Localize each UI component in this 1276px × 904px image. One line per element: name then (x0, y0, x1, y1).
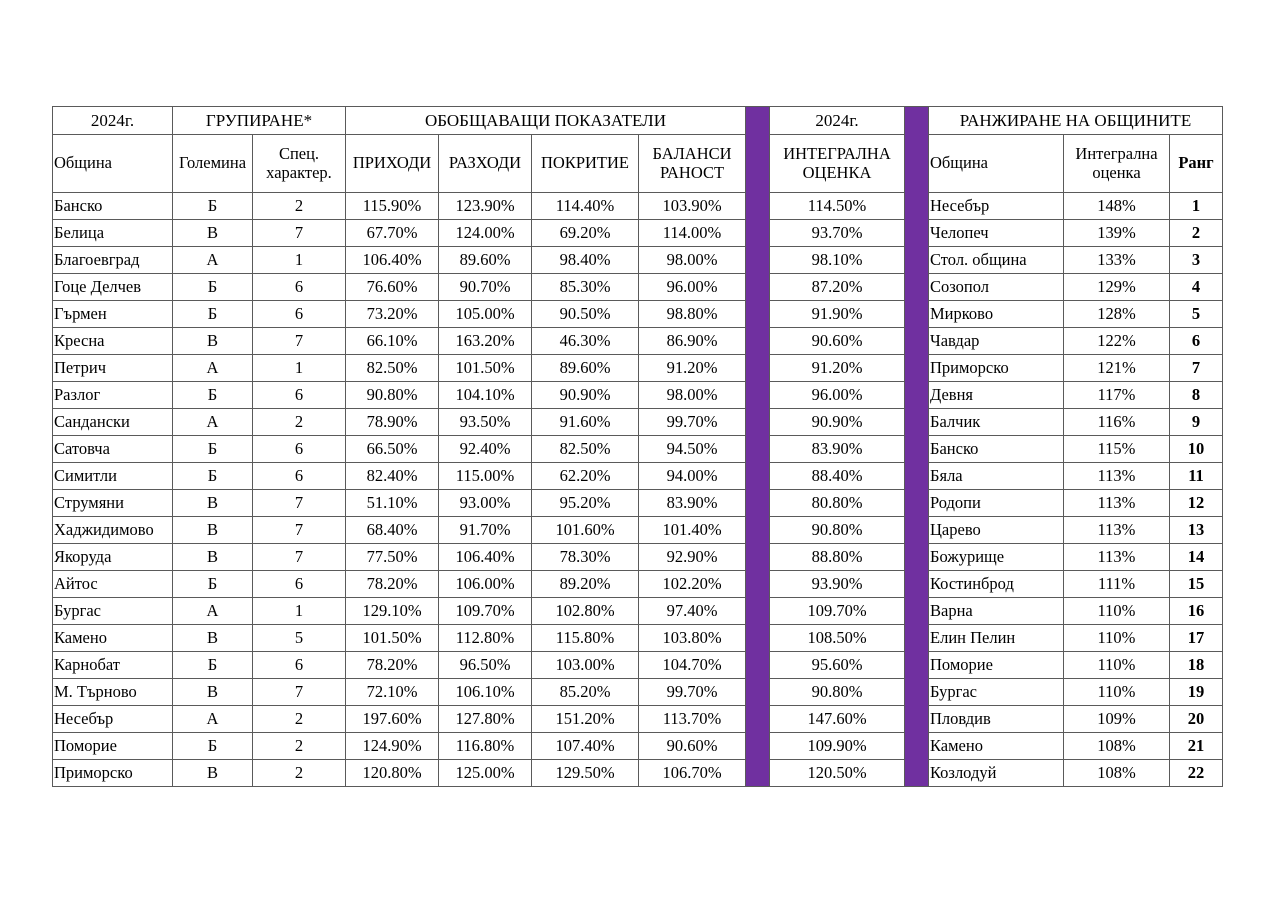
cell-revenue: 106.40% (346, 247, 439, 274)
cell-rank: 10 (1170, 436, 1223, 463)
table-row (53, 706, 1223, 733)
cell-expenses: 125.00% (439, 760, 532, 787)
cell-spec: 2 (253, 733, 346, 760)
cell-spec: 2 (253, 409, 346, 436)
cell-spec: 2 (253, 193, 346, 220)
cell-revenue: 68.40% (346, 517, 439, 544)
cell-rank-score: 128% (1064, 301, 1170, 328)
cell-coverage: 102.80% (532, 598, 639, 625)
table-row (53, 760, 1223, 787)
cell-rank: 6 (1170, 328, 1223, 355)
cell-balance: 102.20% (639, 571, 746, 598)
cell-rank: 11 (1170, 463, 1223, 490)
cell-spec: 7 (253, 679, 346, 706)
cell-expenses: 127.80% (439, 706, 532, 733)
cell-rank-score: 111% (1064, 571, 1170, 598)
cell-size: В (173, 328, 253, 355)
cell-spec: 6 (253, 301, 346, 328)
cell-balance: 94.00% (639, 463, 746, 490)
cell-rank: 18 (1170, 652, 1223, 679)
cell-balance: 86.90% (639, 328, 746, 355)
table-row (53, 328, 1223, 355)
table-body (53, 107, 1223, 787)
cell-spec: 2 (253, 706, 346, 733)
cell-coverage: 103.00% (532, 652, 639, 679)
cell-spec: 7 (253, 490, 346, 517)
cell-revenue: 77.50% (346, 544, 439, 571)
cell-expenses: 106.10% (439, 679, 532, 706)
cell-coverage: 78.30% (532, 544, 639, 571)
cell-rank-score: 110% (1064, 598, 1170, 625)
cell-spec: 7 (253, 220, 346, 247)
cell-revenue: 72.10% (346, 679, 439, 706)
table-row (53, 733, 1223, 760)
cell-rank-municipality: Родопи (929, 490, 1064, 517)
cell-balance: 96.00% (639, 274, 746, 301)
purple-separator-right (905, 107, 929, 787)
cell-rank: 19 (1170, 679, 1223, 706)
cell-spec: 6 (253, 652, 346, 679)
cell-expenses: 93.00% (439, 490, 532, 517)
cell-rank-score: 121% (1064, 355, 1170, 382)
cell-spec: 5 (253, 625, 346, 652)
cell-rank: 1 (1170, 193, 1223, 220)
cell-size: В (173, 220, 253, 247)
cell-revenue: 90.80% (346, 382, 439, 409)
cell-size: В (173, 490, 253, 517)
cell-coverage: 115.80% (532, 625, 639, 652)
cell-municipality: Бургас (53, 598, 173, 625)
cell-spec: 1 (253, 247, 346, 274)
cell-expenses: 93.50% (439, 409, 532, 436)
cell-rank: 21 (1170, 733, 1223, 760)
cell-rank-municipality: Челопеч (929, 220, 1064, 247)
cell-rank: 12 (1170, 490, 1223, 517)
cell-municipality: М. Търново (53, 679, 173, 706)
cell-balance: 104.70% (639, 652, 746, 679)
cell-integral: 88.40% (770, 463, 905, 490)
col-header-spec-line1: Спец. (278, 144, 320, 164)
cell-rank-municipality: Чавдар (929, 328, 1064, 355)
cell-rank-municipality: Пловдив (929, 706, 1064, 733)
cell-size: Б (173, 382, 253, 409)
cell-size: В (173, 679, 253, 706)
cell-coverage: 85.20% (532, 679, 639, 706)
cell-rank: 20 (1170, 706, 1223, 733)
cell-balance: 97.40% (639, 598, 746, 625)
cell-spec: 7 (253, 544, 346, 571)
table-row (53, 652, 1223, 679)
cell-rank-municipality: Бургас (929, 679, 1064, 706)
cell-integral: 108.50% (770, 625, 905, 652)
cell-balance: 98.80% (639, 301, 746, 328)
cell-municipality: Айтос (53, 571, 173, 598)
cell-spec: 6 (253, 382, 346, 409)
cell-balance: 103.80% (639, 625, 746, 652)
cell-size: Б (173, 652, 253, 679)
cell-rank: 9 (1170, 409, 1223, 436)
cell-rank-score: 115% (1064, 436, 1170, 463)
cell-municipality: Сандански (53, 409, 173, 436)
cell-balance: 98.00% (639, 247, 746, 274)
cell-rank: 4 (1170, 274, 1223, 301)
col-header-size: Големина (173, 135, 253, 193)
col-header-coverage: ПОКРИТИЕ (532, 135, 639, 193)
cell-expenses: 91.70% (439, 517, 532, 544)
cell-revenue: 120.80% (346, 760, 439, 787)
cell-spec: 1 (253, 598, 346, 625)
purple-separator-left (746, 107, 770, 787)
cell-revenue: 76.60% (346, 274, 439, 301)
cell-integral: 91.20% (770, 355, 905, 382)
cell-balance: 113.70% (639, 706, 746, 733)
cell-integral: 147.60% (770, 706, 905, 733)
cell-municipality: Петрич (53, 355, 173, 382)
col-header-revenue: ПРИХОДИ (346, 135, 439, 193)
cell-revenue: 101.50% (346, 625, 439, 652)
cell-revenue: 78.20% (346, 571, 439, 598)
cell-revenue: 67.70% (346, 220, 439, 247)
table-row (53, 517, 1223, 544)
cell-expenses: 90.70% (439, 274, 532, 301)
cell-rank-score: 148% (1064, 193, 1170, 220)
cell-expenses: 124.00% (439, 220, 532, 247)
cell-rank-municipality: Камено (929, 733, 1064, 760)
cell-rank-municipality: Костинброд (929, 571, 1064, 598)
table-row (53, 598, 1223, 625)
cell-expenses: 109.70% (439, 598, 532, 625)
cell-revenue: 115.90% (346, 193, 439, 220)
cell-revenue: 73.20% (346, 301, 439, 328)
cell-coverage: 85.30% (532, 274, 639, 301)
cell-coverage: 89.60% (532, 355, 639, 382)
col-header-rank-score (1064, 135, 1170, 193)
cell-municipality: Сатовча (53, 436, 173, 463)
col-header-spec-line2: характер. (266, 162, 332, 182)
cell-expenses: 163.20% (439, 328, 532, 355)
cell-municipality: Камено (53, 625, 173, 652)
cell-rank-municipality: Бяла (929, 463, 1064, 490)
cell-coverage: 62.20% (532, 463, 639, 490)
cell-rank-municipality: Стол. община (929, 247, 1064, 274)
col-header-rank-score-line1: Интегрална (1075, 144, 1158, 164)
cell-municipality: Разлог (53, 382, 173, 409)
cell-integral: 90.60% (770, 328, 905, 355)
cell-integral: 109.90% (770, 733, 905, 760)
cell-rank-score: 113% (1064, 544, 1170, 571)
cell-rank-score: 108% (1064, 760, 1170, 787)
cell-balance: 101.40% (639, 517, 746, 544)
table-row (53, 436, 1223, 463)
cell-rank-municipality: Козлодуй (929, 760, 1064, 787)
cell-rank-municipality: Балчик (929, 409, 1064, 436)
table-row (53, 220, 1223, 247)
cell-coverage: 151.20% (532, 706, 639, 733)
cell-rank: 7 (1170, 355, 1223, 382)
cell-spec: 6 (253, 571, 346, 598)
cell-rank-municipality: Созопол (929, 274, 1064, 301)
cell-size: А (173, 247, 253, 274)
cell-rank-score: 110% (1064, 625, 1170, 652)
cell-size: В (173, 517, 253, 544)
cell-rank: 16 (1170, 598, 1223, 625)
cell-rank-score: 110% (1064, 679, 1170, 706)
cell-revenue: 66.10% (346, 328, 439, 355)
cell-rank: 15 (1170, 571, 1223, 598)
cell-coverage: 101.60% (532, 517, 639, 544)
cell-spec: 2 (253, 760, 346, 787)
cell-size: Б (173, 193, 253, 220)
cell-balance: 83.90% (639, 490, 746, 517)
cell-rank-score: 113% (1064, 490, 1170, 517)
cell-spec: 6 (253, 436, 346, 463)
cell-size: Б (173, 274, 253, 301)
cell-coverage: 114.40% (532, 193, 639, 220)
cell-expenses: 123.90% (439, 193, 532, 220)
table-row (53, 382, 1223, 409)
cell-spec: 6 (253, 463, 346, 490)
cell-revenue: 78.20% (346, 652, 439, 679)
col-header-expenses: РАЗХОДИ (439, 135, 532, 193)
cell-rank-score: 139% (1064, 220, 1170, 247)
cell-balance: 103.90% (639, 193, 746, 220)
cell-rank-score: 117% (1064, 382, 1170, 409)
cell-rank-municipality: Божурище (929, 544, 1064, 571)
cell-integral: 114.50% (770, 193, 905, 220)
cell-rank: 13 (1170, 517, 1223, 544)
header-indicators: ОБОБЩАВАЩИ ПОКАЗАТЕЛИ (346, 107, 746, 135)
cell-rank-municipality: Приморско (929, 355, 1064, 382)
cell-municipality: Карнобат (53, 652, 173, 679)
cell-rank-score: 110% (1064, 652, 1170, 679)
cell-size: В (173, 625, 253, 652)
cell-rank: 5 (1170, 301, 1223, 328)
cell-coverage: 90.90% (532, 382, 639, 409)
cell-rank-municipality: Банско (929, 436, 1064, 463)
municipality-table (52, 106, 1223, 787)
cell-municipality: Гърмен (53, 301, 173, 328)
cell-rank: 3 (1170, 247, 1223, 274)
cell-revenue: 66.50% (346, 436, 439, 463)
header-year-right: 2024г. (770, 107, 905, 135)
header-year-left: 2024г. (53, 107, 173, 135)
cell-expenses: 106.00% (439, 571, 532, 598)
cell-balance: 94.50% (639, 436, 746, 463)
cell-integral: 93.90% (770, 571, 905, 598)
cell-size: А (173, 598, 253, 625)
cell-spec: 7 (253, 328, 346, 355)
cell-integral: 87.20% (770, 274, 905, 301)
cell-revenue: 82.50% (346, 355, 439, 382)
cell-size: А (173, 355, 253, 382)
cell-municipality: Гоце Делчев (53, 274, 173, 301)
cell-rank: 8 (1170, 382, 1223, 409)
table-row (53, 571, 1223, 598)
cell-size: Б (173, 733, 253, 760)
cell-municipality: Якоруда (53, 544, 173, 571)
cell-expenses: 92.40% (439, 436, 532, 463)
cell-rank: 2 (1170, 220, 1223, 247)
col-header-balance (639, 135, 746, 193)
cell-integral: 96.00% (770, 382, 905, 409)
cell-rank-municipality: Несебър (929, 193, 1064, 220)
table-row (53, 463, 1223, 490)
cell-revenue: 82.40% (346, 463, 439, 490)
cell-spec: 1 (253, 355, 346, 382)
cell-size: А (173, 706, 253, 733)
cell-rank-score: 133% (1064, 247, 1170, 274)
cell-integral: 109.70% (770, 598, 905, 625)
cell-municipality: Симитли (53, 463, 173, 490)
cell-rank: 14 (1170, 544, 1223, 571)
header-grouping: ГРУПИРАНЕ* (173, 107, 346, 135)
cell-rank-municipality: Царево (929, 517, 1064, 544)
cell-rank-score: 116% (1064, 409, 1170, 436)
cell-municipality: Несебър (53, 706, 173, 733)
cell-integral: 88.80% (770, 544, 905, 571)
cell-expenses: 116.80% (439, 733, 532, 760)
cell-integral: 90.90% (770, 409, 905, 436)
table-row (53, 247, 1223, 274)
cell-revenue: 124.90% (346, 733, 439, 760)
cell-size: В (173, 544, 253, 571)
cell-revenue: 78.90% (346, 409, 439, 436)
cell-expenses: 106.40% (439, 544, 532, 571)
col-header-spec (253, 135, 346, 193)
cell-size: А (173, 409, 253, 436)
table-row (53, 355, 1223, 382)
header-ranking: РАНЖИРАНЕ НА ОБЩИНИТЕ (929, 107, 1223, 135)
cell-coverage: 82.50% (532, 436, 639, 463)
col-header-balance-line2: РАНОСТ (659, 162, 725, 182)
cell-rank: 22 (1170, 760, 1223, 787)
col-header-integral-line1: ИНТЕГРАЛНА (783, 144, 891, 164)
cell-rank-municipality: Елин Пелин (929, 625, 1064, 652)
cell-spec: 7 (253, 517, 346, 544)
cell-expenses: 115.00% (439, 463, 532, 490)
cell-coverage: 91.60% (532, 409, 639, 436)
table-row (53, 490, 1223, 517)
col-header-rank: Ранг (1170, 135, 1223, 193)
cell-coverage: 129.50% (532, 760, 639, 787)
cell-rank-score: 109% (1064, 706, 1170, 733)
cell-expenses: 104.10% (439, 382, 532, 409)
header-row-top (53, 107, 1223, 135)
cell-integral: 90.80% (770, 517, 905, 544)
cell-size: Б (173, 436, 253, 463)
cell-balance: 92.90% (639, 544, 746, 571)
cell-integral: 90.80% (770, 679, 905, 706)
cell-municipality: Поморие (53, 733, 173, 760)
cell-coverage: 90.50% (532, 301, 639, 328)
cell-coverage: 107.40% (532, 733, 639, 760)
cell-expenses: 105.00% (439, 301, 532, 328)
cell-size: Б (173, 571, 253, 598)
cell-coverage: 69.20% (532, 220, 639, 247)
cell-balance: 99.70% (639, 679, 746, 706)
cell-balance: 114.00% (639, 220, 746, 247)
cell-revenue: 197.60% (346, 706, 439, 733)
table-row (53, 301, 1223, 328)
cell-expenses: 89.60% (439, 247, 532, 274)
cell-municipality: Приморско (53, 760, 173, 787)
cell-rank-municipality: Варна (929, 598, 1064, 625)
cell-rank: 17 (1170, 625, 1223, 652)
cell-rank-municipality: Мирково (929, 301, 1064, 328)
cell-balance: 106.70% (639, 760, 746, 787)
cell-municipality: Хаджидимово (53, 517, 173, 544)
cell-coverage: 46.30% (532, 328, 639, 355)
cell-balance: 98.00% (639, 382, 746, 409)
col-header-integral (770, 135, 905, 193)
cell-municipality: Струмяни (53, 490, 173, 517)
table-row (53, 544, 1223, 571)
col-header-balance-line1: БАЛАНСИ (652, 144, 732, 164)
cell-integral: 93.70% (770, 220, 905, 247)
cell-rank-score: 129% (1064, 274, 1170, 301)
cell-integral: 83.90% (770, 436, 905, 463)
cell-size: Б (173, 301, 253, 328)
cell-balance: 90.60% (639, 733, 746, 760)
cell-rank-municipality: Девня (929, 382, 1064, 409)
cell-rank-score: 108% (1064, 733, 1170, 760)
cell-revenue: 129.10% (346, 598, 439, 625)
cell-integral: 80.80% (770, 490, 905, 517)
cell-coverage: 98.40% (532, 247, 639, 274)
cell-rank-score: 113% (1064, 463, 1170, 490)
col-header-municipality: Община (53, 135, 173, 193)
cell-expenses: 96.50% (439, 652, 532, 679)
table-row (53, 625, 1223, 652)
cell-size: В (173, 760, 253, 787)
table-row (53, 193, 1223, 220)
cell-rank-municipality: Поморие (929, 652, 1064, 679)
table-row (53, 679, 1223, 706)
header-row-columns (53, 135, 1223, 193)
col-header-rank-municipality: Община (929, 135, 1064, 193)
cell-municipality: Банско (53, 193, 173, 220)
cell-balance: 91.20% (639, 355, 746, 382)
cell-expenses: 101.50% (439, 355, 532, 382)
cell-integral: 120.50% (770, 760, 905, 787)
cell-integral: 95.60% (770, 652, 905, 679)
col-header-integral-line2: ОЦЕНКА (802, 162, 872, 182)
cell-integral: 98.10% (770, 247, 905, 274)
cell-municipality: Белица (53, 220, 173, 247)
cell-balance: 99.70% (639, 409, 746, 436)
cell-municipality: Благоевград (53, 247, 173, 274)
cell-rank-score: 122% (1064, 328, 1170, 355)
cell-size: Б (173, 463, 253, 490)
cell-rank-score: 113% (1064, 517, 1170, 544)
table-row (53, 409, 1223, 436)
cell-revenue: 51.10% (346, 490, 439, 517)
cell-integral: 91.90% (770, 301, 905, 328)
cell-municipality: Кресна (53, 328, 173, 355)
cell-spec: 6 (253, 274, 346, 301)
cell-coverage: 95.20% (532, 490, 639, 517)
table-row (53, 274, 1223, 301)
col-header-rank-score-line2: оценка (1092, 162, 1141, 182)
cell-expenses: 112.80% (439, 625, 532, 652)
cell-coverage: 89.20% (532, 571, 639, 598)
